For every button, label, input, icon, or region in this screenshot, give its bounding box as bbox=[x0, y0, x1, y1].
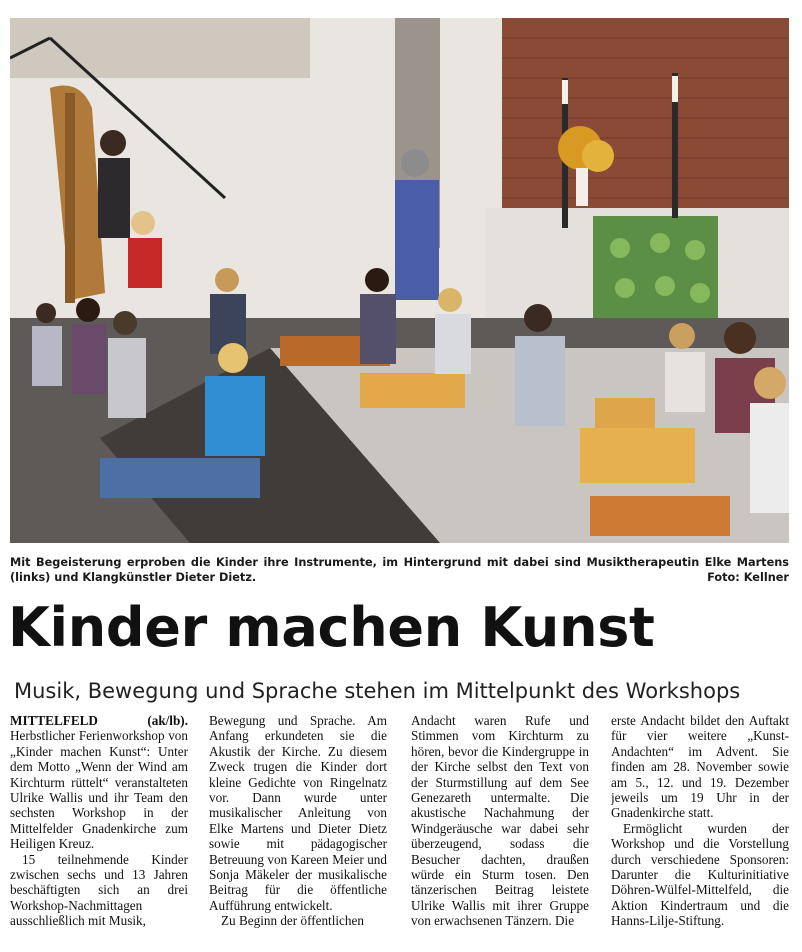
article-column-1 bbox=[10, 713, 188, 952]
article-headline: Kinder machen Kunst bbox=[8, 596, 655, 659]
article-paragraph: Andacht waren Rufe und Stimmen vom Kirchturm zu hören, bevor die Kindergruppe in der Kirche selbst den Text von der Sturmstillung auf dem See Genezareth untermalte. Die akustische Nachahmung der Windgeräusche war dabei sehr überzeugend, sodass die Besucher dachten, draußen würde ein Sturm tosen. Den tänzerischen Beitrag leistete Ulrike Wallis mit ihrer Gruppe von erwachsenen Tänzern. Die bbox=[411, 713, 589, 929]
photo-caption bbox=[10, 555, 789, 585]
article-paragraph: Bewegung und Sprache. Am Anfang erkundeten sie die Akustik der Kirche. Zu diesem Zweck trugen die Kinder dort kleine Gedichte von Ringelnatz vor. Dann wurde unter musikalischer Anleitung von Elke Martens und Dieter Dietz sowie mit pädagogischer Betreuung von Kareen Meier und Sonja Mäkeler der musikalische Beitrag für die öffentliche Aufführung entwickelt. bbox=[209, 713, 387, 913]
photo-image bbox=[10, 18, 789, 543]
article-column-3 bbox=[411, 713, 589, 952]
paragraph-text: Herbstlicher Ferienworkshop von „Kinder machen Kunst“: Unter dem Motto „Wenn der Wind am Kirchturm rüttelt“ veranstalteten Ulrike Wallis und ihr Team den sechsten Workshop in der Mittelfelder Gnadenkirche zum Heiligen Kreuz. bbox=[10, 728, 188, 852]
article-subheadline: Musik, Bewegung und Sprache stehen im Mittelpunkt des Workshops bbox=[14, 679, 741, 703]
article-photo bbox=[10, 18, 789, 543]
article-column-2 bbox=[209, 713, 387, 952]
article-column-4 bbox=[611, 713, 789, 952]
photo-credit: Foto: Kellner bbox=[707, 571, 789, 584]
article-paragraph bbox=[10, 713, 188, 852]
caption-text: Mit Begeisterung erproben die Kinder ihre Instrumente, im Hintergrund mit dabei sind Musiktherapeutin Elke Martens (links) und Klangkünstler Dieter Dietz. bbox=[10, 556, 789, 584]
dateline: MITTELFELD bbox=[10, 713, 98, 728]
article-paragraph: Ermöglicht wurden der Workshop und die Vorstellung durch verschiedene Sponsoren: Darunter die Kulturinitiative Döhren-Wülfel-Mittelfeld, die Aktion Kindertraum und die Hanns-Lilje-Stiftung. bbox=[611, 820, 789, 929]
article-paragraph: 15 teilnehmende Kinder zwischen sechs und 13 Jahren beschäftigten sich an drei Workshop-Nachmittagen ausschließlich mit Musik, bbox=[10, 851, 188, 929]
article-paragraph: erste Andacht bildet den Auftakt für vier weitere „Kunst-Andachten“ im Advent. Sie finden am 28. November sowie am 5., 12. und 19. Dezember jeweils um 19 Uhr in der Gnadenkirche statt. bbox=[611, 713, 789, 821]
article-paragraph: Zu Beginn der öffentlichen bbox=[221, 913, 364, 929]
byline: (ak/lb). bbox=[147, 713, 188, 728]
